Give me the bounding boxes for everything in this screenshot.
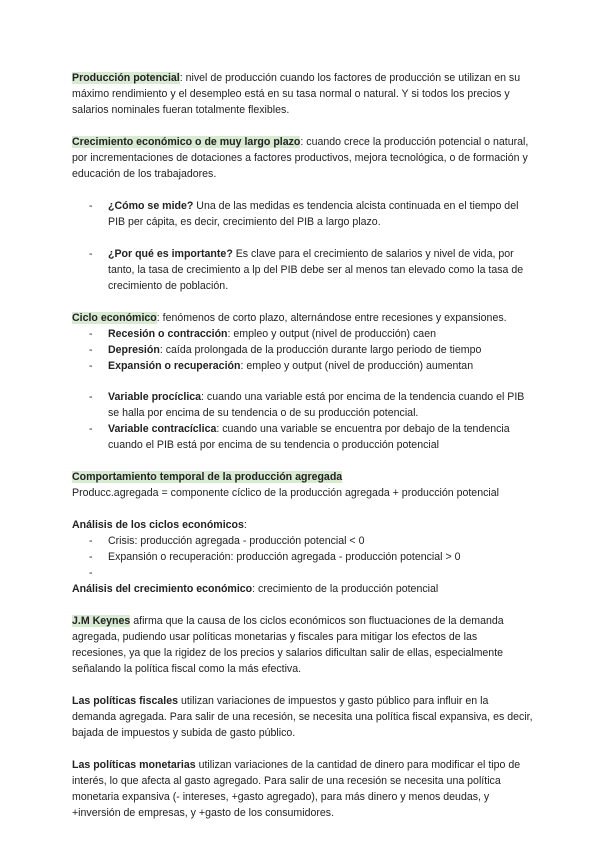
formula-line: Producc.agregada = componente cíclico de la producción agregada + producción potencial — [72, 487, 499, 499]
list-item-text: : cuando una variable está por encima de la tendencia cuando el PIB se halla por encima de su tendencia o de su producción potencial. — [108, 391, 525, 419]
paragraph-text: : nivel de producción cuando los factores de producción se utilizan en su máximo rendimiento y el desempleo está en su tasa normal o natural. Y si todos los precios y salarios nominales fueran totalmente flexibles. — [72, 72, 521, 116]
list-item: - Expansión o recuperación: producción agregada - producción potencial > 0 — [72, 549, 534, 565]
list-item-question: ¿Por qué es importante? — [108, 248, 233, 260]
list-item-term: Depresión — [108, 344, 160, 356]
analisis-ciclos-list — [72, 533, 534, 581]
ciclo-phases-list — [72, 326, 534, 374]
heading-colon: : — [243, 519, 247, 531]
list-item-term: Expansión o recuperación — [108, 360, 241, 372]
list-item — [72, 389, 534, 421]
term-highlight: Crecimiento económico o de muy largo plazo — [72, 136, 301, 148]
list-item-term: Recesión o contracción — [108, 328, 228, 340]
list-item-empty — [72, 565, 534, 581]
list-item — [72, 246, 534, 294]
paragraph-text: utilizan variaciones de la cantidad de dinero para modificar el tipo de interés, lo que afecta al gasto agregado. Para salir de una recesión se necesita una política monetaria expansiva (- intereses, +gasto agregado), para más dinero y menos deudas, y +inversión de empresas, y +gasto de los consumidores. — [72, 759, 521, 819]
paragraph-text: : crecimiento de la producción potencial — [252, 583, 439, 595]
term-bold: Las políticas fiscales — [72, 695, 178, 707]
term-bold: Las políticas monetarias — [72, 759, 196, 771]
paragraph-text: : fenómenos de corto plazo, alternándose entre recesiones y expansiones. — [156, 312, 507, 324]
term-bold: Análisis del crecimiento económico — [72, 583, 253, 595]
ciclo-variables-list — [72, 389, 534, 453]
paragraph-keynes — [72, 613, 534, 677]
list-item-text: : cuando una variable se encuentra por debajo de la tendencia cuando el PIB está por encima de su tendencia o producción potencial — [108, 423, 510, 451]
list-item-text: : empleo y output (nivel de producción) aumentan — [240, 360, 474, 372]
list-item — [72, 421, 534, 453]
heading-analisis-ciclos — [72, 517, 534, 533]
paragraph-monetarias — [72, 757, 534, 821]
list-item — [72, 358, 534, 374]
paragraph-text: afirma que la causa de los ciclos económicos son fluctuaciones de la demanda agregada, pudiendo usar políticas monetarias y fiscales para mitigar los efectos de las recesiones, ya que la rigidez de los precios y salarios dificultan salir de ellas, especialmente señalando la política fiscal como la más efectiva. — [72, 615, 504, 675]
list-item-term: Variable contracíclica — [108, 423, 217, 435]
document-page — [72, 70, 534, 821]
list-item-text: : caída prolongada de la producción durante largo periodo de tiempo — [159, 344, 482, 356]
paragraph-fiscales — [72, 693, 534, 741]
term-highlight: Producción potencial — [72, 72, 180, 84]
list-item-text: : empleo y output (nivel de producción) caen — [227, 328, 436, 340]
list-item — [72, 198, 534, 230]
heading-text: Análisis de los ciclos económicos — [72, 519, 244, 531]
list-item — [72, 326, 534, 342]
paragraph-analisis-crecimiento — [72, 581, 534, 597]
paragraph-comportamiento — [72, 469, 534, 485]
term-highlight: Comportamiento temporal de la producción agregada — [72, 471, 343, 483]
term-highlight: J.M Keynes — [72, 615, 131, 627]
list-item — [72, 342, 534, 358]
paragraph-produccion-potencial — [72, 70, 534, 118]
crecimiento-list-2 — [72, 246, 534, 294]
paragraph-crecimiento — [72, 134, 534, 182]
list-item: - Crisis: producción agregada - producción potencial < 0 — [72, 533, 534, 549]
paragraph-text: : cuando crece la producción potencial o natural, por incrementaciones de dotaciones a factores productivos, mejora tecnológica, o de formación y educación de los trabajadores. — [72, 136, 529, 180]
paragraph-text: utilizan variaciones de impuestos y gasto público para influir en la demanda agregada. Para salir de una recesión, se necesita una política fiscal expansiva, es decir, bajada de impuestos y subida de gasto público. — [72, 695, 533, 739]
list-item-term: Variable procíclica — [108, 391, 202, 403]
list-item-question: ¿Cómo se mide? — [108, 200, 194, 212]
term-highlight: Ciclo económico — [72, 312, 157, 324]
list-item-text: Es clave para el crecimiento de salarios y nivel de vida, por tanto, la tasa de crecimiento a lp del PIB debe ser al menos tan elevado como la tasa de crecimiento de población. — [108, 248, 524, 292]
crecimiento-list — [72, 198, 534, 230]
paragraph-ciclo — [72, 310, 534, 326]
list-item-text: Una de las medidas es tendencia alcista continuada en el tiempo del PIB per cápita, es decir, crecimiento del PIB a largo plazo. — [108, 200, 519, 228]
